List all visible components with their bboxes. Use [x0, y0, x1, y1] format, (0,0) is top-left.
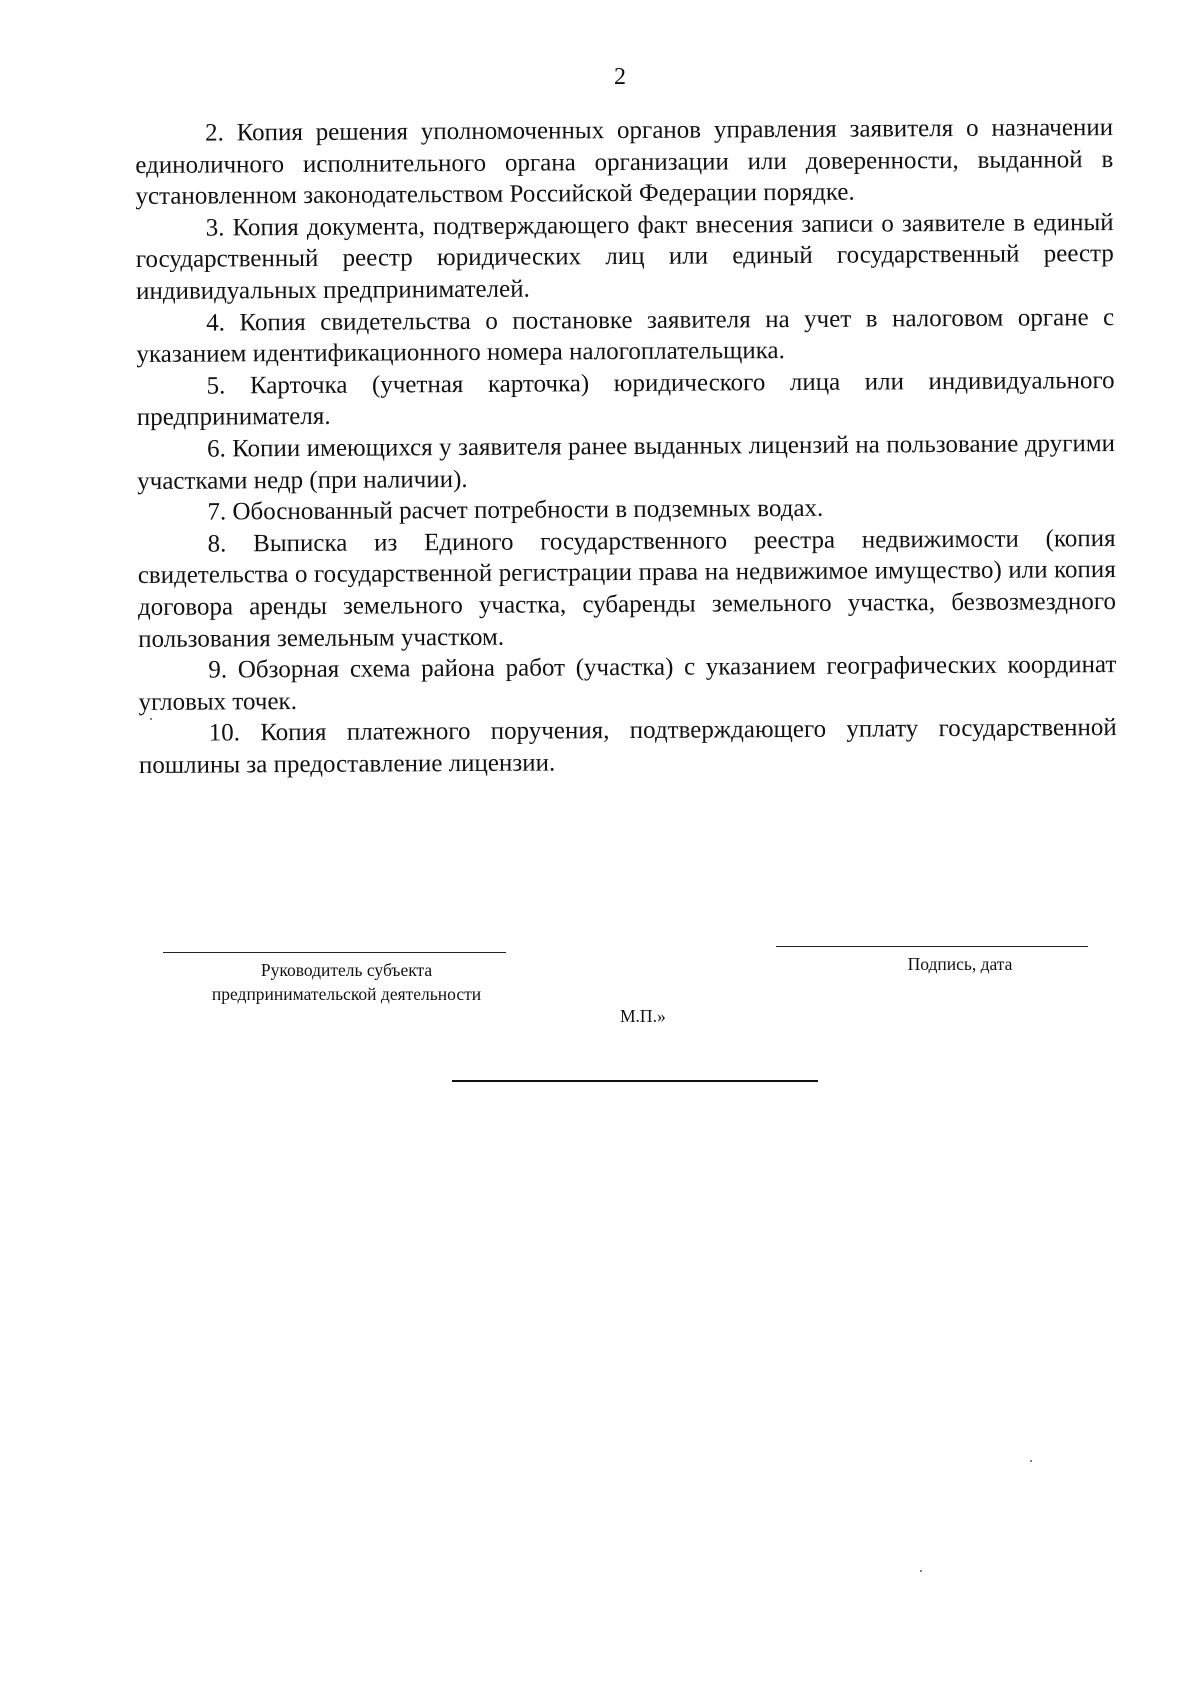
list-item: 9. Обзорная схема района работ (участка) с указанием географических координат угловых точек. — [138, 651, 1117, 716]
manager-label-line2: предпринимательской деятельности — [211, 984, 482, 1004]
page-number: 2 — [614, 64, 626, 90]
list-item: 4. Копия свидетельства о постановке заявителя на учет в налоговом органе с указанием идентификационного номера налогоплательщика. — [136, 303, 1115, 369]
signature-date-label: Подпись, дата — [907, 954, 1013, 974]
list-item: 2. Копия решения уполномоченных органов управления заявителя о назначении единоличного исполнительного органа организации или доверенности, выданной в установленном законодательством Российской Федерации порядке. — [135, 114, 1114, 211]
scan-speck — [920, 1570, 922, 1572]
list-item: 3. Копия документа, подтверждающего факт внесения записи о заявителе в единый государственный реестр юридических лиц или единый государственный реестр индивидуальных предпринимателей. — [135, 208, 1114, 305]
document-list — [135, 112, 1117, 781]
stamp-label: М.П.» — [620, 1006, 666, 1026]
list-item: 10. Копия платежного поручения, подтверждающего уплату государственной пошлины за предоставление лицензии. — [138, 714, 1117, 779]
list-item: 6. Копии имеющихся у заявителя ранее выданных лицензий на пользование другими участками недр (при наличии). — [137, 429, 1116, 495]
manager-label — [175, 958, 518, 1006]
manager-label-line1: Руководитель субъекта — [260, 960, 433, 980]
scan-speck — [1030, 1460, 1032, 1462]
manager-signature-line — [163, 952, 506, 953]
scan-speck — [150, 718, 152, 720]
date-signature-line — [776, 946, 1088, 947]
list-item: 5. Карточка (учетная карточка) юридического лица или индивидуального предпринимателя. — [136, 366, 1115, 432]
list-item: 7. Обоснованный расчет потребности в подземных водах. — [207, 494, 824, 526]
list-item: 8. Выписка из Единого государственного реестра недвижимости (копия свидетельства о государственной регистрации права на недвижимое имущество) или копия договора аренды земельного участка, субаренды земельного участка, безвозмездного пользования земельным участком. — [137, 524, 1117, 653]
closing-rule — [452, 1080, 818, 1082]
signature-block — [0, 952, 1200, 1152]
